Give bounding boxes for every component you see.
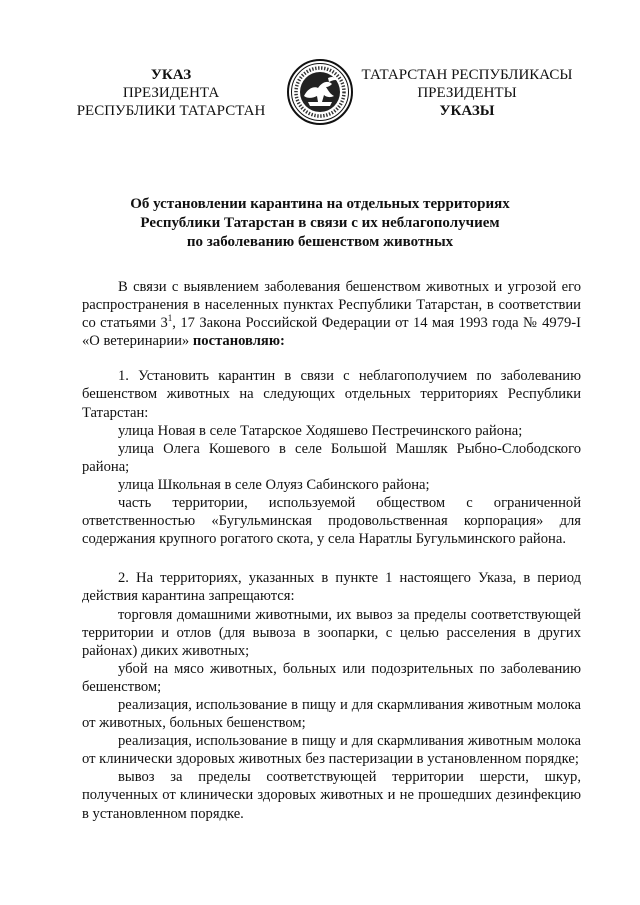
section2-item-3: реализация, использование в пищу и для скармливания животным молока от животных, больных бешенством; (82, 696, 581, 732)
section2-item-4: реализация, использование в пищу и для скармливания животным молока от клинически здоровых животных без пастеризации в установленном порядке; (82, 733, 581, 768)
section2-item-2: убой на мясо животных, больных или подозрительных по заболеванию бешенством; (82, 660, 581, 695)
section1-item-2: улица Олега Кошевого в селе Большой Машляк Рыбно-Слободского района; (82, 440, 581, 475)
section1-item-4: часть территории, используемой обществом с ограниченной ответственностью «Бугульминская продовольственная корпорация» для содержания крупного рогатого скота, у села Наратлы Бугульминского района. (82, 495, 581, 548)
header-right-line-3: УКАЗЫ (439, 103, 495, 119)
decree-body (82, 278, 581, 823)
header-right-line-1: ТАТАРСТАН РЕСПУБЛИКАСЫ (361, 67, 573, 83)
intro-text-b: , 17 Закона Российской Федерации от 14 мая 1993 года № 4979-I «О ветеринарии» (82, 315, 582, 350)
decree-title (80, 195, 560, 252)
intro-superscript: 1 (167, 313, 173, 324)
intro-paragraph (82, 278, 581, 350)
header-left-line-3: РЕСПУБЛИКИ ТАТАРСТАН (76, 103, 266, 119)
title-line-1: Об установлении карантина на отдельных территориях (130, 196, 510, 212)
intro-resolve: постановляю: (192, 333, 285, 350)
coat-of-arms-icon (286, 58, 354, 126)
title-line-2: Республики Татарстан в связи с их неблагополучием (140, 215, 500, 231)
section1-item-1: улица Новая в селе Татарское Ходяшево Пестречинского района; (118, 422, 523, 439)
section2-lead: 2. На территориях, указанных в пункте 1 настоящего Указа, в период действия карантина запрещаются: (82, 570, 581, 605)
header-left-line-1: УКАЗ (150, 67, 192, 83)
section2-item-1: торговля домашними животными, их вывоз за пределы соответствующей территории и отлов (для вывоза в зоопарки, с целью расселения в других районах) диких животных; (82, 606, 581, 659)
title-line-3: по заболеванию бешенством животных (186, 234, 454, 250)
header-left-line-2: ПРЕЗИДЕНТА (122, 85, 220, 101)
section1-item-3: улица Школьная в селе Олуяз Сабинского района; (118, 476, 430, 493)
header-left-ru (60, 66, 282, 120)
header-right-tt (356, 66, 578, 120)
section2-item-5: вывоз за пределы соответствующей территории шерсти, шкур, полученных от клинически здоровых животных и не прошедших дезинфекцию в установленном порядке. (82, 769, 581, 822)
section1-lead: 1. Установить карантин в связи с неблагополучием по заболеванию бешенством животных на следующих отдельных территориях Республики Татарстан: (82, 368, 581, 421)
intro-text-a: В связи с выявлением заболевания бешенством животных и угрозой его распространения в населенных пунктах Республики Татарстан, в соответствии со статьями 3 (82, 279, 581, 332)
header-right-line-2: ПРЕЗИДЕНТЫ (417, 85, 517, 101)
